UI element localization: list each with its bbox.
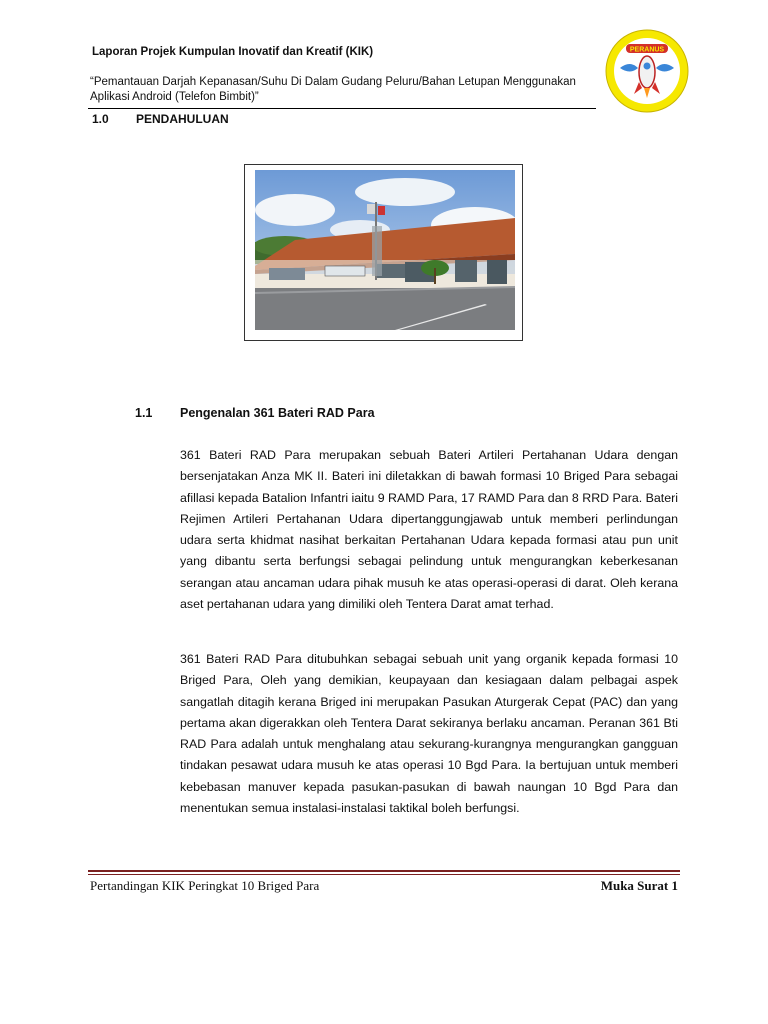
- subsection-number: 1.1: [135, 406, 153, 420]
- subsection-title: Pengenalan 361 Bateri RAD Para: [180, 406, 375, 420]
- photo-frame: [244, 164, 523, 341]
- footer-rule-thick: [88, 870, 680, 872]
- footer-page-number: Muka Surat 1: [600, 878, 678, 893]
- rocket-logo-icon: [604, 28, 690, 114]
- header-subtitle: “Pemantauan Darjah Kepanasan/Suhu Di Dalam Gudang Peluru/Bahan Letupan Menggunakan Aplikasi Android (Telefon Bimbit)”: [90, 76, 576, 103]
- footer-rule-thin: [88, 874, 680, 875]
- section-number: 1.0: [92, 112, 109, 126]
- logo-text: PERANUS: [629, 46, 665, 54]
- header-title: Laporan Projek Kumpulan Inovatif dan Kreatif (KIK): [92, 46, 374, 58]
- section-title: PENDAHULUAN: [136, 112, 229, 126]
- footer-left-text: Pertandingan KIK Peringkat 10 Briged Para: [90, 878, 320, 893]
- paragraph-2: 361 Bateri RAD Para ditubuhkan sebagai sebuah unit yang organik kepada formasi 10 Briged Para, Oleh yang demikian, keupayaan dan kesiagaan dalam pelbagai aspek sangatlah ditagih kerana Briged ini merupakan Pasukan Aturgerak Cepat (PAC) dan yang pertama akan digerakkan oleh Tentera Darat sekiranya berlaku ancaman. Peranan 361 Bti RAD Para adalah untuk menghalang atau sekurang-kurangnya mengurangkan gangguan tindakan pesawat udara musuh ke atas operasi 10 Bgd Para. Ia bertujuan untuk memberi kebebasan manuver kepada pasukan-pasukan di bawah naungan 10 Bgd Para dan menentukan semua instalasi-instalasi taktikal boleh berfungsi.: [180, 652, 678, 816]
- building-photo: [255, 170, 515, 330]
- paragraph-1: 361 Bateri RAD Para merupakan sebuah Bateri Artileri Pertahanan Udara dengan bersenjatakan Anza MK II. Bateri ini diletakkan di bawah formasi 10 Briged Para sebagai afillasi kepada Batalion Infantri iaitu 9 RAMD Para, 17 RAMD Para dan 8 RRD Para. Bateri Rejimen Artileri Pertahanan Udara dipertanggungjawab untuk memberi perlindungan udara serta khidmat nasihat berkaitan Pertahanan Udara kepada formasi atau pun unit yang dibantu serta berfungsi sebagai pelindung untuk mengurangkan keberkesanan serangan atau ancaman udara pihak musuh ke atas operasi-operasi di darat. Oleh kerana aset pertahanan udara yang dimiliki oleh Tentera Darat amat terhad.: [180, 448, 678, 612]
- header-rule: [88, 108, 596, 109]
